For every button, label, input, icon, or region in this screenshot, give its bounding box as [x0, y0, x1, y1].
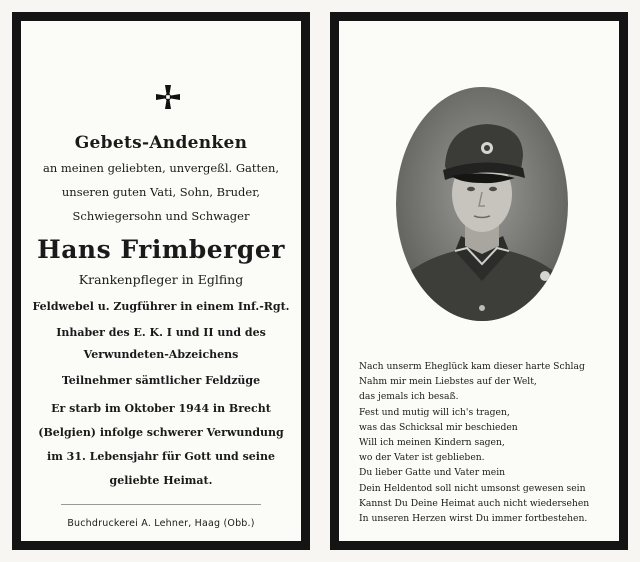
death-line: (Belgien) infolge schwerer Verwundung	[38, 426, 284, 439]
right-panel	[330, 12, 628, 550]
poem-line: Nahm mir mein Liebstes auf der Welt,	[359, 376, 537, 388]
poem-line: Du lieber Gatte und Vater mein	[359, 467, 506, 479]
rank-line: Feldwebel u. Zugführer in einem Inf.-Rgt.	[32, 300, 290, 313]
poem-line: wo der Vater ist geblieben.	[359, 452, 485, 464]
occupation: Krankenpfleger in Eglfing	[78, 272, 244, 287]
printer-credit: Buchdruckerei A. Lehner, Haag (Obb.)	[67, 518, 255, 529]
dedication-line: unseren guten Vati, Sohn, Bruder,	[61, 185, 261, 199]
deceased-name: Hans Frimberger	[37, 235, 285, 264]
rank-line: Teilnehmer sämtlicher Feldzüge	[61, 374, 261, 387]
death-line: im 31. Lebensjahr für Gott und seine	[47, 450, 275, 463]
soldier-portrait-photo	[395, 86, 569, 322]
rank-line: Verwundeten-Abzeichens	[83, 348, 239, 361]
poem-line: das jemals ich besaß.	[359, 391, 459, 403]
rank-line: Inhaber des E. K. I und II und des	[56, 326, 266, 339]
poem-line: In unseren Herzen wirst Du immer fortbestehen.	[359, 513, 588, 525]
poem-line: Fest und mutig will ich's tragen,	[359, 406, 510, 418]
dedication-line: an meinen geliebten, unvergeßl. Gatten,	[42, 161, 280, 175]
poem-line: Nach unserm Eheglück kam dieser harte Schlag	[359, 361, 585, 372]
heading: Gebets-Andenken	[74, 133, 248, 153]
divider	[61, 504, 261, 505]
death-line: Er starb im Oktober 1944 in Brecht	[51, 402, 271, 415]
iron-cross-icon	[154, 83, 182, 111]
dedication-line: Schwiegersohn und Schwager	[72, 209, 250, 223]
poem-line: was das Schicksal mir beschieden	[359, 421, 518, 433]
left-panel	[12, 12, 310, 550]
poem	[359, 359, 619, 526]
poem-line: Kannst Du Deine Heimat auch nicht wiedersehen	[359, 497, 590, 509]
death-line: geliebte Heimat.	[109, 474, 213, 487]
poem-line: Dein Heldentod soll nicht umsonst gewesen sein	[359, 482, 586, 494]
poem-line: Will ich meinen Kindern sagen,	[359, 437, 505, 449]
